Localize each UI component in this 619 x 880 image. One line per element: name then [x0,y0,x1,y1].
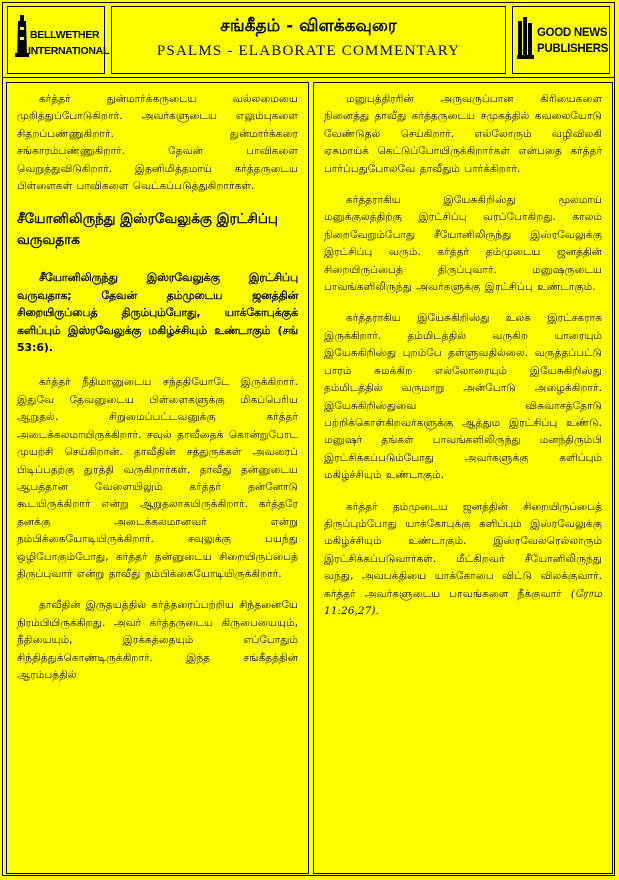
paragraph: கர்த்தராகிய இயேசுகிறிஸ்து உலக இரட்சகராக இருக்கிறார். தம்மிடத்தில் வருகிற யாரையும் இயேசுகிறிஸ்து புறம்பே தள்ளுவதில்லை. வருத்தப்பட்டு பாரம் சுமக்கிற எல்லோரையும் இயேசுகிறிஸ்து தம்மிடத்தில் வருமாறு அன்போடு அழைக்கிறார். இயேசுகிறிஸ்துவை விசுவாசத்தோடு பற்றிக்கொள்கிறவர்களுக்கு ஆத்தும இரட்சிப்பு உண்டு. மனுஷர் தங்கள் பாவங்களிலிருந்து மனந்திரும்பி இரட்சிக்கப்படும்போது அவர்களுக்கு களிப்பும் மகிழ்ச்சியும் உண்டாகும். [324,312,602,482]
bookshelf-icon [517,15,535,59]
scripture-quote: சீயோனிலிருந்து இஸ்ரவேலுக்கு இரட்சிப்பு வருவதாக; தேவன் தம்முடைய ஜனத்தின் சிறையிருப்பைத் திரும்பும்போது, யாக்கோபுக்குக் களிப்பும் இஸ்ரவேலுக்கு மகிழ்ச்சியும் உண்டாகும் (சங் 53:6). [17,271,298,355]
paragraph [324,499,602,621]
page-title-english: PSALMS - ELABORATE COMMENTARY [156,43,461,59]
paragraph: கர்த்தராகிய இயேசுகிறிஸ்து மூலமாய் மனுக்குலத்திற்கு இரட்சிப்பு வரப்போகிறது. காலம் நிறைவேறும்போது சீயோனிலிருந்து இஸ்ரவேலுக்கு இரட்சிப்பு வரும். கர்த்தர் தம்முடைய ஜனத்தின் சிறையிருப்பைத் திருப்புவார். மனுஷருடைய பாவங்களிலிருந்து அவர்களுக்கு இரட்சிப்பு உண்டாகும். [324,194,602,294]
bellwether-line2: INTERNATIONAL [28,45,110,57]
paragraph: கர்த்தர் நீதிமானுடைய சந்ததியோடே இருக்கிறார். இதுவே தேவனுடைய பிள்ளைகளுக்கு மிகப்பெரிய ஆறுதல். சிறுமைப்பட்டவனுக்கு கர்த்தர் அடைக்கலமாயிருக்கிறார். சவுல் தாவீதைக் கொன்றுபோட முயற்சி செய்கிறான். தாவீதின் சத்துருக்கள் அவரைப் பிடிப்பதற்கு துரத்தி வருகிறார்கள். தாவீது தன்னுடைய ஆபத்தான வேளையிலும் கர்த்தர் தன்னோடு கூடயிருக்கிறார் என்று ஆறுதலாகயிருக்கிறார். கர்த்தரே தனக்கு அடைக்கலமானவர் என்று நம்பிக்கையோடியிருக்கிறார். சவுலுக்கு பயந்து ஒழிபோகும்போது, கர்த்தர் தன்னுடைய சிறையிருப்பைத் திருப்புவார் என்று தாவீது நம்பிக்கையோடியிருக்கிறார். [17,376,298,580]
paragraph-text: கர்த்தர் தம்முடைய ஜனத்தின் சிறையிருப்பைத் திருப்பும்போது யாக்கோபுக்கு களிப்பும் இஸ்ரவேலுக்கு மகிழ்ச்சியும் உண்டாகும். இஸ்ரவேலரெல்லாரும் இரட்சிக்கப்படுவார்கள். மீட்கிறவர் சீயோனிலிருந்து வந்து, அவபக்தியை யாக்கோபை விட்டு விலக்குவார். கர்த்தர் அவர்களுடைய பாவங்களை நீக்குவார் [324,500,602,600]
scripture-reference: (ரோம 11:26,27). [324,587,602,617]
page-title-tamil: சங்கீதம் - விளக்கவுரை [220,16,397,36]
right-column [313,82,613,874]
bellwether-logo [7,6,110,74]
good-news-logo [512,6,610,74]
section-heading: சீயோனிலிருந்து இஸ்ரவேலுக்கு இரட்சிப்பு வருவதாக [17,211,278,249]
paragraph: தாவீதின் இருதயத்தில் கர்த்தரைப்பற்றிய சிந்தனையே நிரம்பியிருக்கிறது. அவர் கர்த்தருடைய கிருபையையும், நீதியையும், இரக்கத்தையும் எப்போதும் சிந்தித்துக்கொண்டிருக்கிறார். இந்த சங்கீதத்தின் ஆரம்பத்தில் [17,599,298,681]
page-header [2,2,615,78]
paragraph: கர்த்தர் துன்மார்க்கருடைய வல்லமையை முறித்துப்போடுகிறார். அவர்களுடைய எலும்புகளை சிதறப்பண்ணுகிறார். துன்மார்க்கரை சங்காரம்பண்ணுகிறார். தேவன் பாவிகளை வெறுத்துவிடுகிறார். இதனிமித்தமாய் கர்த்தருடைய பிள்ளைகள் பாவிகளை வெட்கப்படுத்துகிறார்கள். [17,93,298,193]
title-box [111,6,506,74]
good-news-line1: GOOD NEWS [537,27,608,39]
paragraph: மனுபுத்திரரின் அருவருப்பான கிரியைகளை நினைத்து தாவீது கர்த்தருடைய சமுகத்தில் கவலையோடு வேண்டுதல் செய்கிறார். எல்லோரும் வழிவிலகி ஏகமாய்க் கெட்டுப்போயிருக்கிறார்கள் என்பதை கர்த்தர் பார்ப்பதுபோலவே தாவீதும் பார்க்கிறார். [324,93,602,175]
bellwether-line1: BELLWETHER [30,29,100,41]
good-news-line2: PUBLISHERS [537,43,609,55]
left-column [6,82,309,874]
